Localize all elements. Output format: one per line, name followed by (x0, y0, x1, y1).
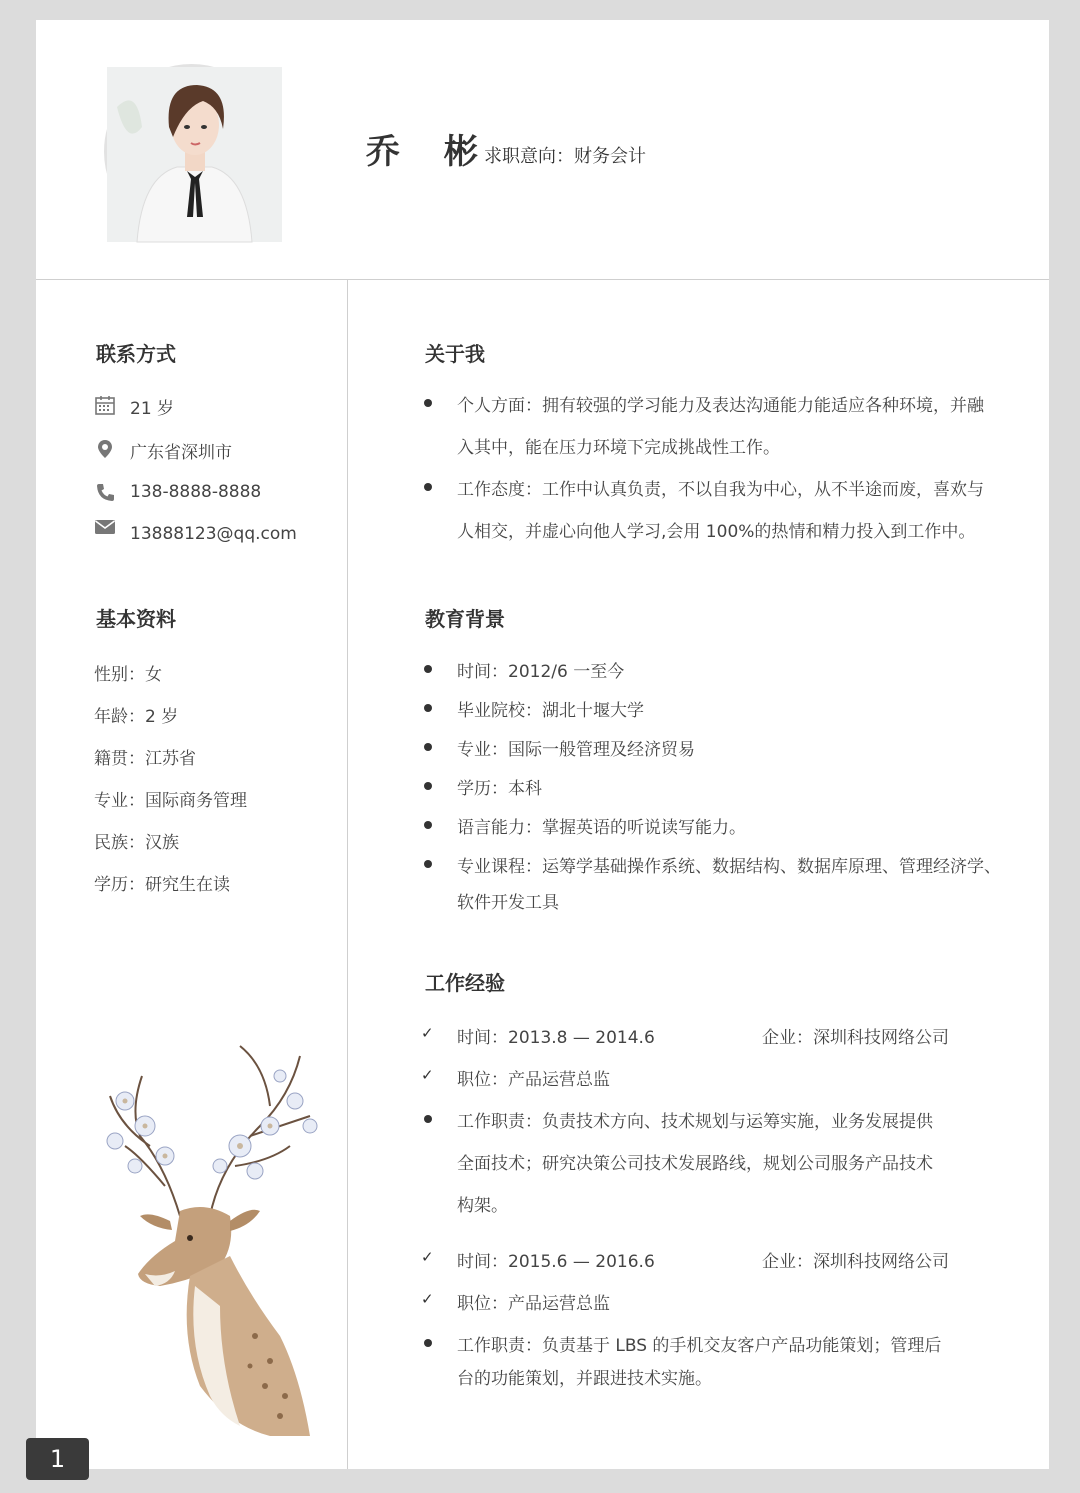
location-pin-icon (94, 438, 116, 460)
contact-age-text: 21 岁 (130, 399, 175, 419)
bullet-icon (424, 399, 432, 407)
contact-email (94, 516, 334, 544)
job2-time: 时间：2015.6 — 2016.6 (457, 1252, 655, 1272)
deer-illustration (70, 1016, 338, 1436)
column-divider (347, 280, 348, 1469)
candidate-name: 乔 彬 (366, 132, 494, 172)
basic-major: 专业：国际商务管理 (94, 791, 247, 811)
job2-duty-cont (457, 1369, 757, 1389)
job1-duty-1: 工作职责：负责技术方向、技术规划与运筹实施，业务发展提供 (457, 1112, 933, 1132)
job1-duty-2: 全面技术；研究决策公司技术发展路线，规划公司服务产品技术 (457, 1154, 933, 1174)
contact-phone-text: 138-8888-8888 (130, 482, 262, 502)
bullet-icon (424, 665, 432, 673)
about-line-4: 人相交，并虚心向他人学习,会用 100%的热情和精力投入到工作中。 (457, 522, 976, 542)
check-icon: ✓ (421, 1066, 434, 1084)
page-number-badge[interactable]: 1 (26, 1438, 89, 1480)
edu-school: 毕业院校：湖北十堰大学 (457, 701, 644, 721)
edu-degree: 学历：本科 (457, 779, 542, 799)
work-title: 工作经验 (425, 971, 505, 995)
check-icon: ✓ (421, 1290, 434, 1308)
education-title: 教育背景 (425, 607, 505, 631)
bullet-icon (424, 1339, 432, 1347)
job1-company: 企业：深圳科技网络公司 (762, 1028, 949, 1048)
phone-icon (94, 482, 116, 504)
bullet-icon (424, 743, 432, 751)
resume-header (36, 20, 1049, 280)
basic-ethnicity: 民族：汉族 (94, 833, 179, 853)
about-title: 关于我 (425, 342, 485, 366)
edu-language: 语言能力：掌握英语的听说读写能力。 (457, 818, 746, 838)
bullet-icon (424, 704, 432, 712)
job2-duty-2: 台的功能策划，并跟进技术实施。 (457, 1369, 712, 1389)
contact-location-text: 广东省深圳市 (130, 443, 232, 463)
basic-hometown: 籍贯：江苏省 (94, 749, 196, 769)
edu-courses-cont-text: 软件开发工具 (457, 893, 559, 913)
edu-courses-cont (457, 888, 757, 913)
email-icon (94, 516, 116, 538)
job1-duty-3: 构架。 (457, 1196, 508, 1216)
job1-time: 时间：2013.8 — 2014.6 (457, 1028, 655, 1048)
job-intent-value: 财务会计 (574, 146, 646, 167)
job1-position: 职位：产品运营总监 (457, 1070, 610, 1090)
calendar-icon (94, 394, 116, 416)
about-line-1: 个人方面：拥有较强的学习能力及表达沟通能力能适应各种环境，并融 (457, 396, 984, 416)
bullet-icon (424, 782, 432, 790)
bullet-icon (424, 860, 432, 868)
bullet-icon (424, 1115, 432, 1123)
basic-education: 学历：研究生在读 (94, 875, 230, 895)
resume-page (36, 20, 1049, 1469)
avatar (104, 64, 279, 239)
job-intent-label: 求职意向： (484, 146, 574, 167)
job-intent (484, 142, 646, 168)
basic-age: 年龄：2 岁 (94, 707, 179, 727)
basic-gender: 性别：女 (94, 665, 162, 685)
check-icon: ✓ (421, 1024, 434, 1042)
about-line-3: 工作态度：工作中认真负责，不以自我为中心，从不半途而废，喜欢与 (457, 480, 984, 500)
edu-time: 时间：2012/6 一至今 (457, 662, 625, 682)
job2-duty-1: 工作职责：负责基于 LBS 的手机交友客户产品功能策划；管理后 (457, 1336, 942, 1356)
check-icon: ✓ (421, 1248, 434, 1266)
bullet-icon (424, 483, 432, 491)
bullet-icon (424, 821, 432, 829)
basic-info-title: 基本资料 (96, 607, 176, 631)
contact-title: 联系方式 (96, 342, 176, 366)
edu-major: 专业：国际一般管理及经济贸易 (457, 740, 695, 760)
about-line-2: 入其中，能在压力环境下完成挑战性工作。 (457, 438, 780, 458)
edu-courses: 专业课程：运筹学基础操作系统、数据结构、数据库原理、管理经济学、 (457, 857, 1001, 877)
job2-position: 职位：产品运营总监 (457, 1294, 610, 1314)
contact-email-text: 13888123@qq.com (130, 524, 297, 544)
job2-company: 企业：深圳科技网络公司 (762, 1252, 949, 1272)
